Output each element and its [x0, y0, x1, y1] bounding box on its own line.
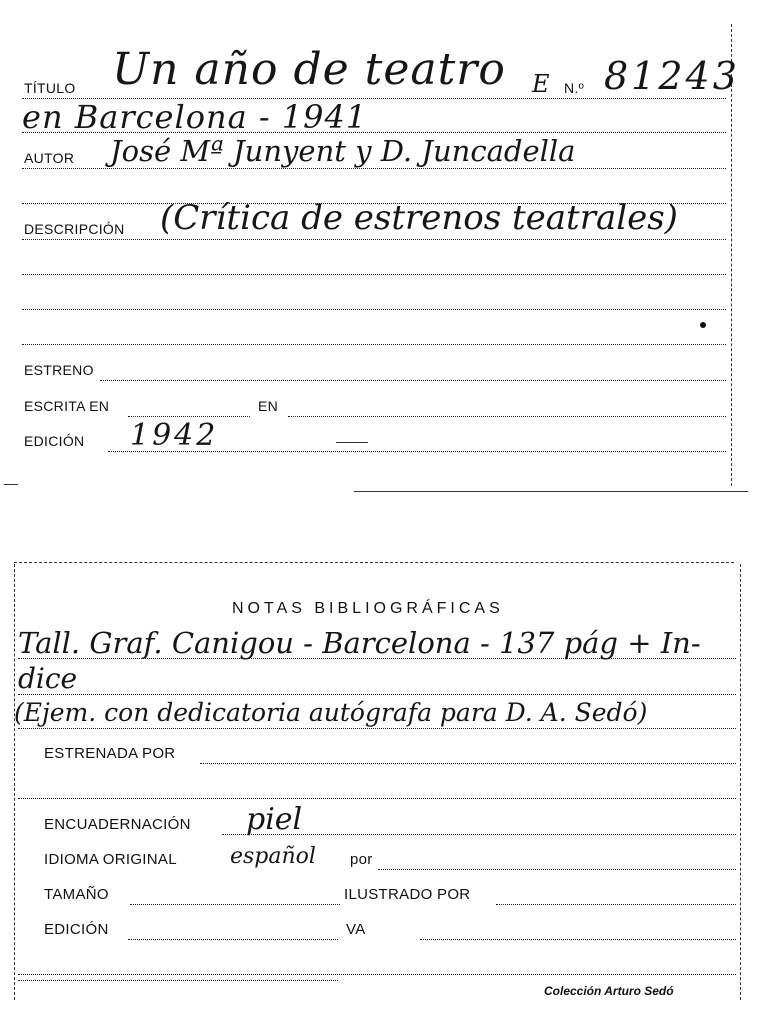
edicion-line — [128, 939, 338, 940]
collection-footer: Colección Arturo Sedó — [544, 984, 674, 998]
notas-heading: NOTAS BIBLIOGRÁFICAS — [232, 600, 504, 617]
edicion-line — [108, 451, 726, 452]
blank-line-bottom-2 — [18, 980, 338, 981]
edicion-value: 1942 — [130, 418, 219, 453]
idioma-original-label: IDIOMA ORIGINAL — [44, 851, 177, 868]
notes-line-1-rule — [18, 658, 736, 659]
blank-line-3 — [22, 309, 726, 310]
encuadernacion-label: ENCUADERNACIÓN — [44, 816, 191, 833]
blank-line-bottom-1 — [18, 974, 736, 975]
escrita-en-label: ESCRITA EN — [24, 398, 110, 414]
idioma-line — [378, 869, 736, 870]
registry-number: 81243 — [604, 54, 740, 98]
ink-stroke — [336, 442, 368, 443]
estreno-line — [100, 380, 726, 381]
edicion-label: EDICIÓN — [24, 433, 85, 449]
en-line — [288, 416, 726, 417]
estreno-label: ESTRENO — [24, 362, 94, 378]
ink-dot — [700, 322, 706, 328]
notes-line-3-rule — [18, 728, 736, 729]
blank-line — [18, 798, 736, 799]
card-bottom-edge — [354, 491, 748, 492]
ilustrado-por-label: ILUSTRADO POR — [344, 886, 471, 903]
titulo-label: TÍTULO — [24, 80, 76, 96]
descripcion-label: DESCRIPCIÓN — [24, 221, 125, 237]
por-label: por — [350, 851, 373, 868]
card-top-edge — [14, 562, 734, 563]
encuadernacion-value: piel — [246, 802, 303, 837]
escrita-en-line — [128, 416, 250, 417]
notes-line-2-rule — [18, 694, 736, 695]
catalog-card-top — [0, 0, 759, 500]
blank-line-4 — [22, 344, 726, 345]
autor-value: José Mª Junyent y D. Juncadella — [110, 134, 576, 168]
titulo-value: Un año de teatro — [112, 44, 506, 95]
notes-line-1: Tall. Graf. Canigou - Barcelona - 137 pág + In- — [18, 626, 701, 660]
descripcion-line — [22, 239, 726, 240]
tamano-line — [130, 904, 340, 905]
en-label: EN — [258, 398, 279, 414]
registry-prefix: E — [532, 70, 550, 98]
va-label: VA — [346, 921, 366, 938]
estrenada-por-label: ESTRENADA POR — [44, 745, 176, 762]
tamano-label: TAMAÑO — [44, 886, 109, 903]
notes-line-2: dice — [18, 662, 78, 695]
notes-line-3: (Ejem. con dedicatoria autógrafa para D. A. Sedó) — [14, 698, 648, 727]
titulo-line-2 — [22, 132, 726, 133]
catalog-card-bottom — [0, 540, 759, 1028]
titulo-value-continued: en Barcelona - 1941 — [22, 98, 368, 136]
idioma-value: español — [230, 844, 316, 869]
estrenada-por-line — [200, 763, 736, 764]
descripcion-value: (Crítica de estrenos teatrales) — [160, 198, 678, 238]
edicion-label: EDICIÓN — [44, 921, 109, 938]
autor-label: AUTOR — [24, 150, 75, 166]
registry-number-label: N.º — [564, 80, 585, 96]
autor-line — [22, 168, 726, 169]
card-left-edge — [14, 564, 15, 1000]
va-line — [420, 939, 736, 940]
encuadernacion-line — [222, 834, 736, 835]
card-right-edge — [740, 564, 741, 1000]
ilustrado-line — [496, 904, 736, 905]
card-bottom-edge-left — [4, 484, 18, 485]
blank-line-2 — [22, 274, 726, 275]
